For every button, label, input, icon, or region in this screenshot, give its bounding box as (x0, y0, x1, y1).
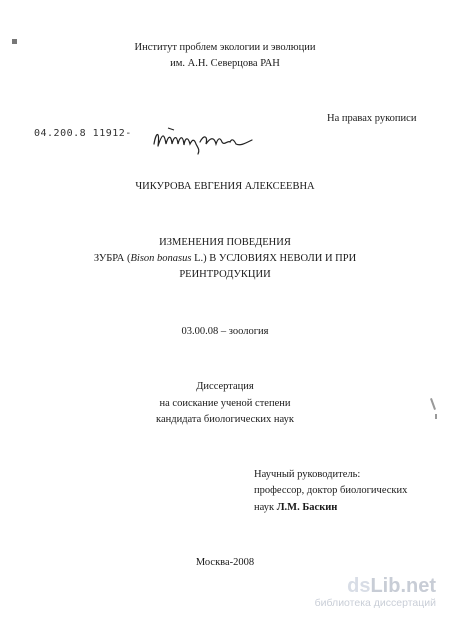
handwritten-signature (148, 124, 258, 158)
watermark-logo: dsLib.net (347, 575, 436, 597)
rights-note: На правах рукописи (327, 113, 417, 124)
library-stamp-number: 04.200.8 11912- (34, 128, 132, 139)
title-line-2: ЗУБРА (Bison bonasus L.) В УСЛОВИЯХ НЕВОЛИ И ПРИ (93, 253, 357, 264)
supervisor-title: профессор, доктор биологических (254, 485, 408, 496)
title-line-1: ИЗМЕНЕНИЯ ПОВЕДЕНИЯ (159, 237, 291, 248)
margin-mark (435, 414, 437, 419)
supervisor-label: Научный руководитель: (254, 469, 361, 480)
institute-line-1: Институт проблем экологии и эволюции (134, 42, 316, 53)
watermark (315, 575, 436, 610)
title-line-3: РЕИНТРОДУКЦИИ (179, 269, 271, 280)
latin-species-name: Bison bonasus (130, 253, 192, 264)
degree-line-2: на соискание ученой степени (159, 398, 291, 409)
watermark-tagline: библиотека диссертаций (314, 597, 436, 609)
author-name: ЧИКУРОВА ЕВГЕНИЯ АЛЕКСЕЕВНА (135, 181, 315, 192)
degree-line-3: кандидата биологических наук (156, 414, 294, 425)
supervisor-name-line: наук Л.М. Баскин (254, 502, 338, 513)
institute-line-2: им. А.Н. Северцова РАН (170, 58, 280, 69)
city-year: Москва-2008 (195, 557, 255, 568)
specialty-code: 03.00.08 – зоология (181, 326, 269, 337)
degree-line-1: Диссертация (196, 381, 254, 392)
supervisor-name: Л.М. Баскин (276, 502, 338, 513)
